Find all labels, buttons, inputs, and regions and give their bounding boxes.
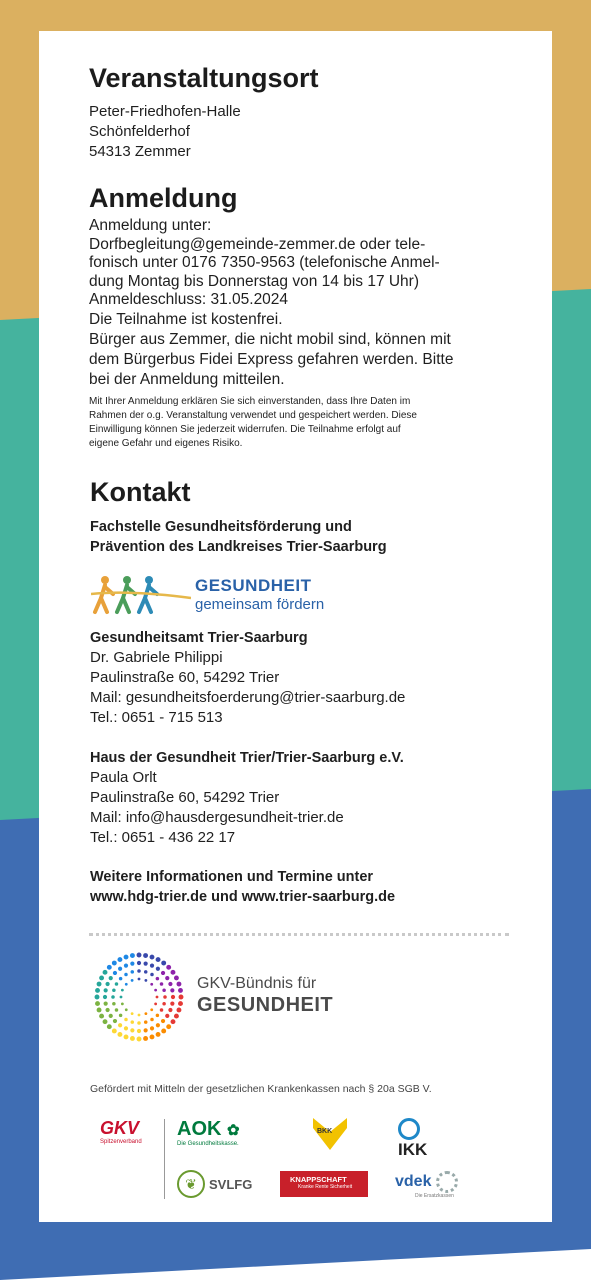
logo-dot [178,988,183,993]
logo-dot [95,995,100,1000]
logo-dot [97,1008,102,1013]
ikk-ring-icon [398,1118,420,1140]
logo-dot [137,969,141,973]
contact-organisation [90,517,387,557]
logo-dot [150,1026,154,1030]
logo-dot [171,970,176,975]
logo-dot [150,1034,155,1039]
logo-dot [178,1001,183,1006]
logo-dot [131,970,135,974]
venue-line: Peter-Friedhofen-Halle [89,103,241,120]
logo-dot [109,976,113,980]
logo-dot [119,977,123,981]
logo-dot [170,1002,174,1006]
logo-dot [144,1028,148,1032]
office-person: Dr. Gabriele Philippi [90,649,223,666]
office-tel: Tel.: 0651 - 436 22 17 [90,829,236,846]
registration-line: dem Bürgerbus Fidei Express gefahren werden. Bitte [89,351,454,368]
logo-dot [118,967,122,971]
privacy-line: eigene Gefahr und eigenes Risiko. [89,438,243,449]
logo-dot [124,1018,128,1022]
logo-dot [130,962,134,966]
logo-dot [124,1034,129,1039]
venue-address [89,102,241,162]
gkv-buendnis-line1: GKV-Bündnis für [197,975,317,992]
logo-dot [161,1019,165,1023]
logo-dot [156,996,159,999]
logo-dot [130,1028,134,1032]
logo-dot [97,982,102,987]
logo-dot [121,989,124,992]
venue-line: Schönfelderhof [89,123,190,140]
aok-logo-subtext: Die Gesundheitskasse. [177,1141,239,1147]
registration-line: bei der Anmeldung mitteilen. [89,371,285,388]
gkv-logo-subtext: Spitzenverband [100,1139,142,1145]
logo-dot [143,1036,148,1041]
registration-line: Die Teilnahme ist kostenfrei. [89,311,283,328]
logo-dot [156,957,161,962]
logo-dot [168,1008,172,1012]
logo-dot [103,970,108,975]
logo-dot [176,982,181,987]
registration-line: fonisch unter 0176 7350-9563 (telefonische Anmel- [89,254,440,271]
logo-dot [168,982,172,986]
logo-dot [162,1002,166,1006]
svlfg-leaf-icon: ❦ [177,1170,205,1198]
aok-logo [177,1118,257,1154]
gkv-buendnis-logo [93,951,393,1041]
logo-dot [107,965,112,970]
logo-dot [174,975,179,980]
logo-dot [144,1020,148,1024]
logo-dot [131,1020,135,1024]
more-info [90,867,395,907]
logo-dot [165,976,169,980]
logo-dot [137,1037,142,1042]
logo-dot [105,982,109,986]
ikk-logo-text: IKK [398,1140,428,1159]
logo-dot [163,995,167,999]
logo-dot [166,1024,171,1029]
logo-dot [161,961,166,966]
logo-dot [150,1018,154,1022]
logo-dot [99,1014,104,1019]
logo-divider [164,1119,165,1199]
logo-dot [113,1019,117,1023]
logo-dot [144,1012,147,1015]
knappschaft-logo [280,1171,368,1197]
aok-logo-text: AOK [177,1118,222,1140]
logo-dot [111,995,115,999]
logo-dot [118,1023,122,1027]
logo-dot [115,982,119,986]
logo-dot [124,963,128,967]
logo-dot [130,1036,135,1041]
logo-dot [112,1002,116,1006]
svlfg-logo-text: SVLFG [209,1176,253,1192]
dotted-circle-logo-icon [93,951,185,1043]
registration-line: dung Montag bis Donnerstag von 14 bis 17 Uhr) [89,272,420,290]
privacy-notice [89,395,417,451]
logo-dot [156,967,160,971]
venue-line: 54313 Zemmer [89,143,191,160]
logo-dot [161,971,165,975]
registration-line: Dorfbegleitung@gemeinde-zemmer.de oder tele- [89,235,426,253]
logo-dot [125,1008,128,1011]
logo-dot [150,955,155,960]
logo-dot [150,983,153,986]
logo-dot [117,957,122,962]
logo-dot [112,961,117,966]
logo-dot [115,1008,119,1012]
funding-note: Gefördert mit Mitteln der gesetzlichen Krankenkassen nach § 20a SGB V. [90,1083,432,1095]
office-address: Paulinstraße 60, 54292 Trier [90,789,280,806]
logo-dot [150,1008,153,1011]
bkk-logo-text: BKK [317,1128,333,1135]
logo-dot [156,1014,160,1018]
logo-dot [160,982,164,986]
registration-details [89,290,453,390]
venue-heading: Veranstaltungsort [89,63,319,93]
logo-dot [174,1014,179,1019]
office-haus-der-gesundheit [90,748,404,848]
people-pulling-rope-icon [91,574,191,616]
more-info-line: Weitere Informationen und Termine unter [90,869,374,885]
logo-dot [156,1023,160,1027]
logo-dot [144,962,148,966]
logo-dot [171,1019,176,1024]
logo-dot [138,1014,141,1017]
privacy-line: Mit Ihrer Anmeldung erklären Sie sich einverstanden, dass Ihre Daten im [89,396,411,407]
logo-dot [131,1012,134,1015]
logo-dot [161,1029,166,1034]
logo-dot [171,995,175,999]
org-line: Prävention des Landkreises Trier-Saarburg [90,539,387,555]
logo-dot [124,955,129,960]
knappschaft-logo-subtext: Kranke Rente Sicherheit [298,1184,353,1190]
logo-dot [120,996,123,999]
logo-dot [95,988,100,993]
logo-dot [137,1021,141,1025]
vdek-logo-subtext: Die Ersatzkassen [415,1193,454,1199]
logo-dot [109,1014,113,1018]
logo-dot [166,965,171,970]
gesundheit-logo-subtitle: gemeinsam fördern [195,596,325,613]
logo-dot [103,995,107,999]
gesundheit-logo [91,574,331,616]
logo-dot [143,953,148,958]
registration-line: Anmeldung unter: [89,217,212,234]
logo-dot [179,995,184,1000]
registration-text [89,217,440,291]
office-mail: Mail: info@hausdergesundheit-trier.de [90,809,344,826]
registration-line: Anmeldeschluss: 31.05.2024 [89,291,289,308]
gkv-buendnis-line2: GESUNDHEIT [197,994,334,1016]
gkv-spitzenverband-logo [100,1118,160,1154]
contact-heading: Kontakt [90,477,191,507]
logo-dot [165,1014,169,1018]
office-gesundheitsamt [90,628,405,728]
office-name: Gesundheitsamt Trier-Saarburg [90,630,308,646]
aok-tree-icon: ✿ [227,1122,240,1139]
office-tel: Tel.: 0651 - 715 513 [90,709,223,726]
registration-heading: Anmeldung [89,183,238,213]
logo-dot [150,973,154,977]
logo-dot [107,1024,112,1029]
logo-dot [117,1032,122,1037]
logo-dot [137,953,142,958]
logo-dot [137,1029,141,1033]
content-card [39,31,552,1222]
logo-dot [124,973,128,977]
logo-dot [104,988,108,992]
logo-dot [154,1002,157,1005]
gesundheit-logo-title: GESUNDHEIT [195,576,312,595]
logo-dot [138,978,141,981]
logo-dot [170,988,174,992]
office-name: Haus der Gesundheit Trier/Trier-Saarburg e.V. [90,750,404,766]
logo-dot [95,1001,100,1006]
privacy-line: Einwilligung können Sie jederzeit widerrufen. Die Teilnahme erfolgt auf [89,424,401,435]
logo-dot [125,983,128,986]
dotted-divider [89,933,509,936]
logo-dot [144,970,148,974]
logo-dot [176,1008,181,1013]
office-mail: Mail: gesundheitsfoerderung@trier-saarburg.de [90,689,406,706]
gkv-logo-text: GKV [100,1118,140,1138]
vdek-logo [395,1171,475,1201]
logo-dot [150,963,154,967]
knappschaft-logo-text: KNAPPSCHAFT [290,1175,347,1184]
logo-dot [112,1029,117,1034]
ikk-logo [398,1118,448,1159]
logo-dot [112,989,116,993]
logo-dot [160,1008,164,1012]
office-address: Paulinstraße 60, 54292 Trier [90,669,280,686]
logo-dot [121,1002,124,1005]
bkk-logo [311,1116,349,1152]
org-line: Fachstelle Gesundheitsförderung und [90,519,352,535]
logo-dot [119,1014,123,1018]
privacy-line: Rahmen der o.g. Veranstaltung verwendet und gespeichert werden. Diese [89,410,417,421]
logo-dot [162,989,166,993]
logo-dot [156,1032,161,1037]
logo-dot [156,977,160,981]
logo-dot [137,961,141,965]
logo-dot [105,1008,109,1012]
more-info-line: www.hdg-trier.de und www.trier-saarburg.de [90,889,396,905]
vdek-logo-text: vdek [395,1173,432,1191]
logo-dot [103,1019,108,1024]
logo-dot [113,971,117,975]
logo-dot [154,989,157,992]
office-person: Paula Orlt [90,769,157,786]
logo-dot [124,1026,128,1030]
logo-dot [144,979,147,982]
vdek-ring-icon [436,1171,458,1193]
logo-dot [99,975,104,980]
svlfg-logo [177,1167,257,1201]
logo-dot [131,979,134,982]
logo-dot [130,953,135,958]
registration-line: Bürger aus Zemmer, die nicht mobil sind, können mit [89,331,451,348]
logo-dot [104,1002,108,1006]
